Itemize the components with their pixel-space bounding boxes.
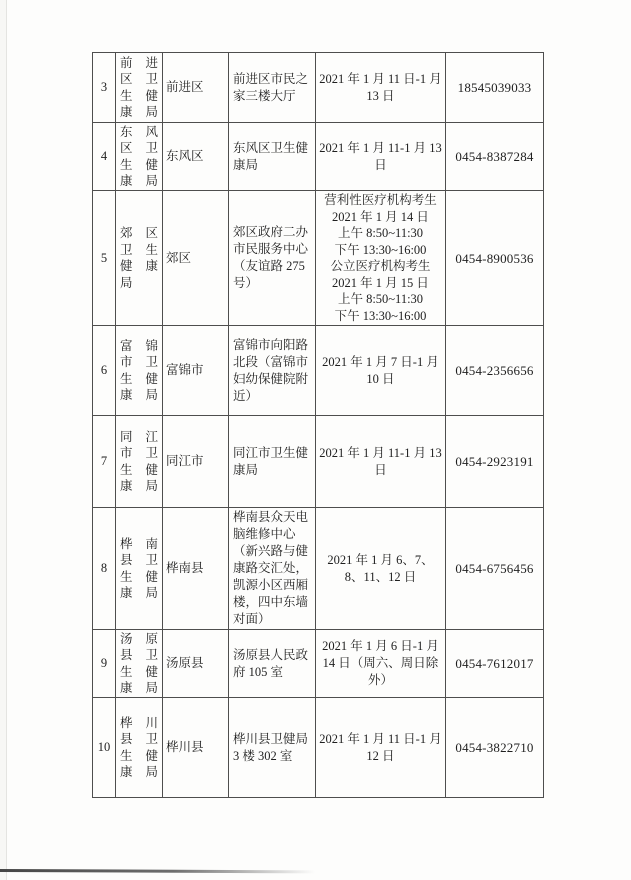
cell-phone: 0454-7612017 (446, 630, 544, 698)
cell-address: 汤原县人民政府 105 室 (229, 630, 316, 698)
cell-address: 前进区市民之家三楼大厅 (229, 53, 316, 123)
table-row (93, 630, 544, 698)
cell-schedule: 2021 年 1 月 11 日-1 月 12 日 (316, 698, 446, 798)
cell-row-number: 3 (93, 53, 116, 123)
cell-phone: 0454-8387284 (446, 123, 544, 191)
table-row (93, 53, 544, 123)
table-row (93, 508, 544, 630)
cell-org-name: 富锦 市卫 生健 康局 (116, 326, 163, 416)
health-bureau-registration-table (92, 52, 544, 798)
table-row (93, 416, 544, 508)
cell-schedule: 营利性医疗机构考生 2021 年 1 月 14 日 上午 8:50~11:30 下午 13:30~16:00 公立医疗机构考生 2021 年 1 月 15 日 上午 8:50~11:30 下午 13:30~16:00 (316, 191, 446, 326)
scan-artifact-line (0, 869, 315, 873)
cell-schedule: 2021 年 1 月 7 日-1 月 10 日 (316, 326, 446, 416)
cell-org-name: 郊区 卫生 健康 局 (116, 191, 163, 326)
cell-phone: 0454-6756456 (446, 508, 544, 630)
page-edge-line (6, 0, 7, 880)
table-row (93, 123, 544, 191)
cell-phone: 0454-3822710 (446, 698, 544, 798)
cell-district: 同江市 (163, 416, 229, 508)
cell-org-name: 东风 区卫 生健 康局 (116, 123, 163, 191)
cell-district: 东风区 (163, 123, 229, 191)
cell-phone: 0454-2923191 (446, 416, 544, 508)
cell-schedule: 2021 年 1 月 6、7、8、11、12 日 (316, 508, 446, 630)
table-row (93, 698, 544, 798)
cell-address: 桦川县卫健局 3 楼 302 室 (229, 698, 316, 798)
cell-district: 桦南县 (163, 508, 229, 630)
cell-district: 郊区 (163, 191, 229, 326)
cell-district: 前进区 (163, 53, 229, 123)
cell-address: 同江市卫生健康局 (229, 416, 316, 508)
cell-phone: 0454-2356656 (446, 326, 544, 416)
cell-district: 汤原县 (163, 630, 229, 698)
cell-row-number: 7 (93, 416, 116, 508)
cell-address: 桦南县众天电脑维修中心（新兴路与健康路交汇处，凯源小区西厢楼，四中东墙对面） (229, 508, 316, 630)
cell-phone: 0454-8900536 (446, 191, 544, 326)
cell-schedule: 2021 年 1 月 11-1 月 13 日 (316, 123, 446, 191)
cell-address: 东风区卫生健康局 (229, 123, 316, 191)
cell-org-name: 同江 市卫 生健 康局 (116, 416, 163, 508)
cell-phone: 18545039033 (446, 53, 544, 123)
cell-row-number: 10 (93, 698, 116, 798)
cell-org-name: 桦川 县卫 生健 康局 (116, 698, 163, 798)
cell-row-number: 8 (93, 508, 116, 630)
cell-district: 富锦市 (163, 326, 229, 416)
cell-address: 富锦市向阳路北段（富锦市妇幼保健院附近） (229, 326, 316, 416)
table-row (93, 326, 544, 416)
cell-org-name: 前进 区卫 生健 康局 (116, 53, 163, 123)
cell-row-number: 9 (93, 630, 116, 698)
cell-row-number: 6 (93, 326, 116, 416)
cell-schedule: 2021 年 1 月 11-1 月 13 日 (316, 416, 446, 508)
cell-row-number: 4 (93, 123, 116, 191)
cell-address: 郊区政府二办市民服务中心（友谊路 275 号） (229, 191, 316, 326)
cell-schedule: 2021 年 1 月 6 日-1 月 14 日（周六、周日除外） (316, 630, 446, 698)
cell-schedule: 2021 年 1 月 11 日-1 月 13 日 (316, 53, 446, 123)
cell-org-name: 桦南 县卫 生健 康局 (116, 508, 163, 630)
cell-district: 桦川县 (163, 698, 229, 798)
cell-org-name: 汤原 县卫 生健 康局 (116, 630, 163, 698)
table-row (93, 191, 544, 326)
cell-row-number: 5 (93, 191, 116, 326)
